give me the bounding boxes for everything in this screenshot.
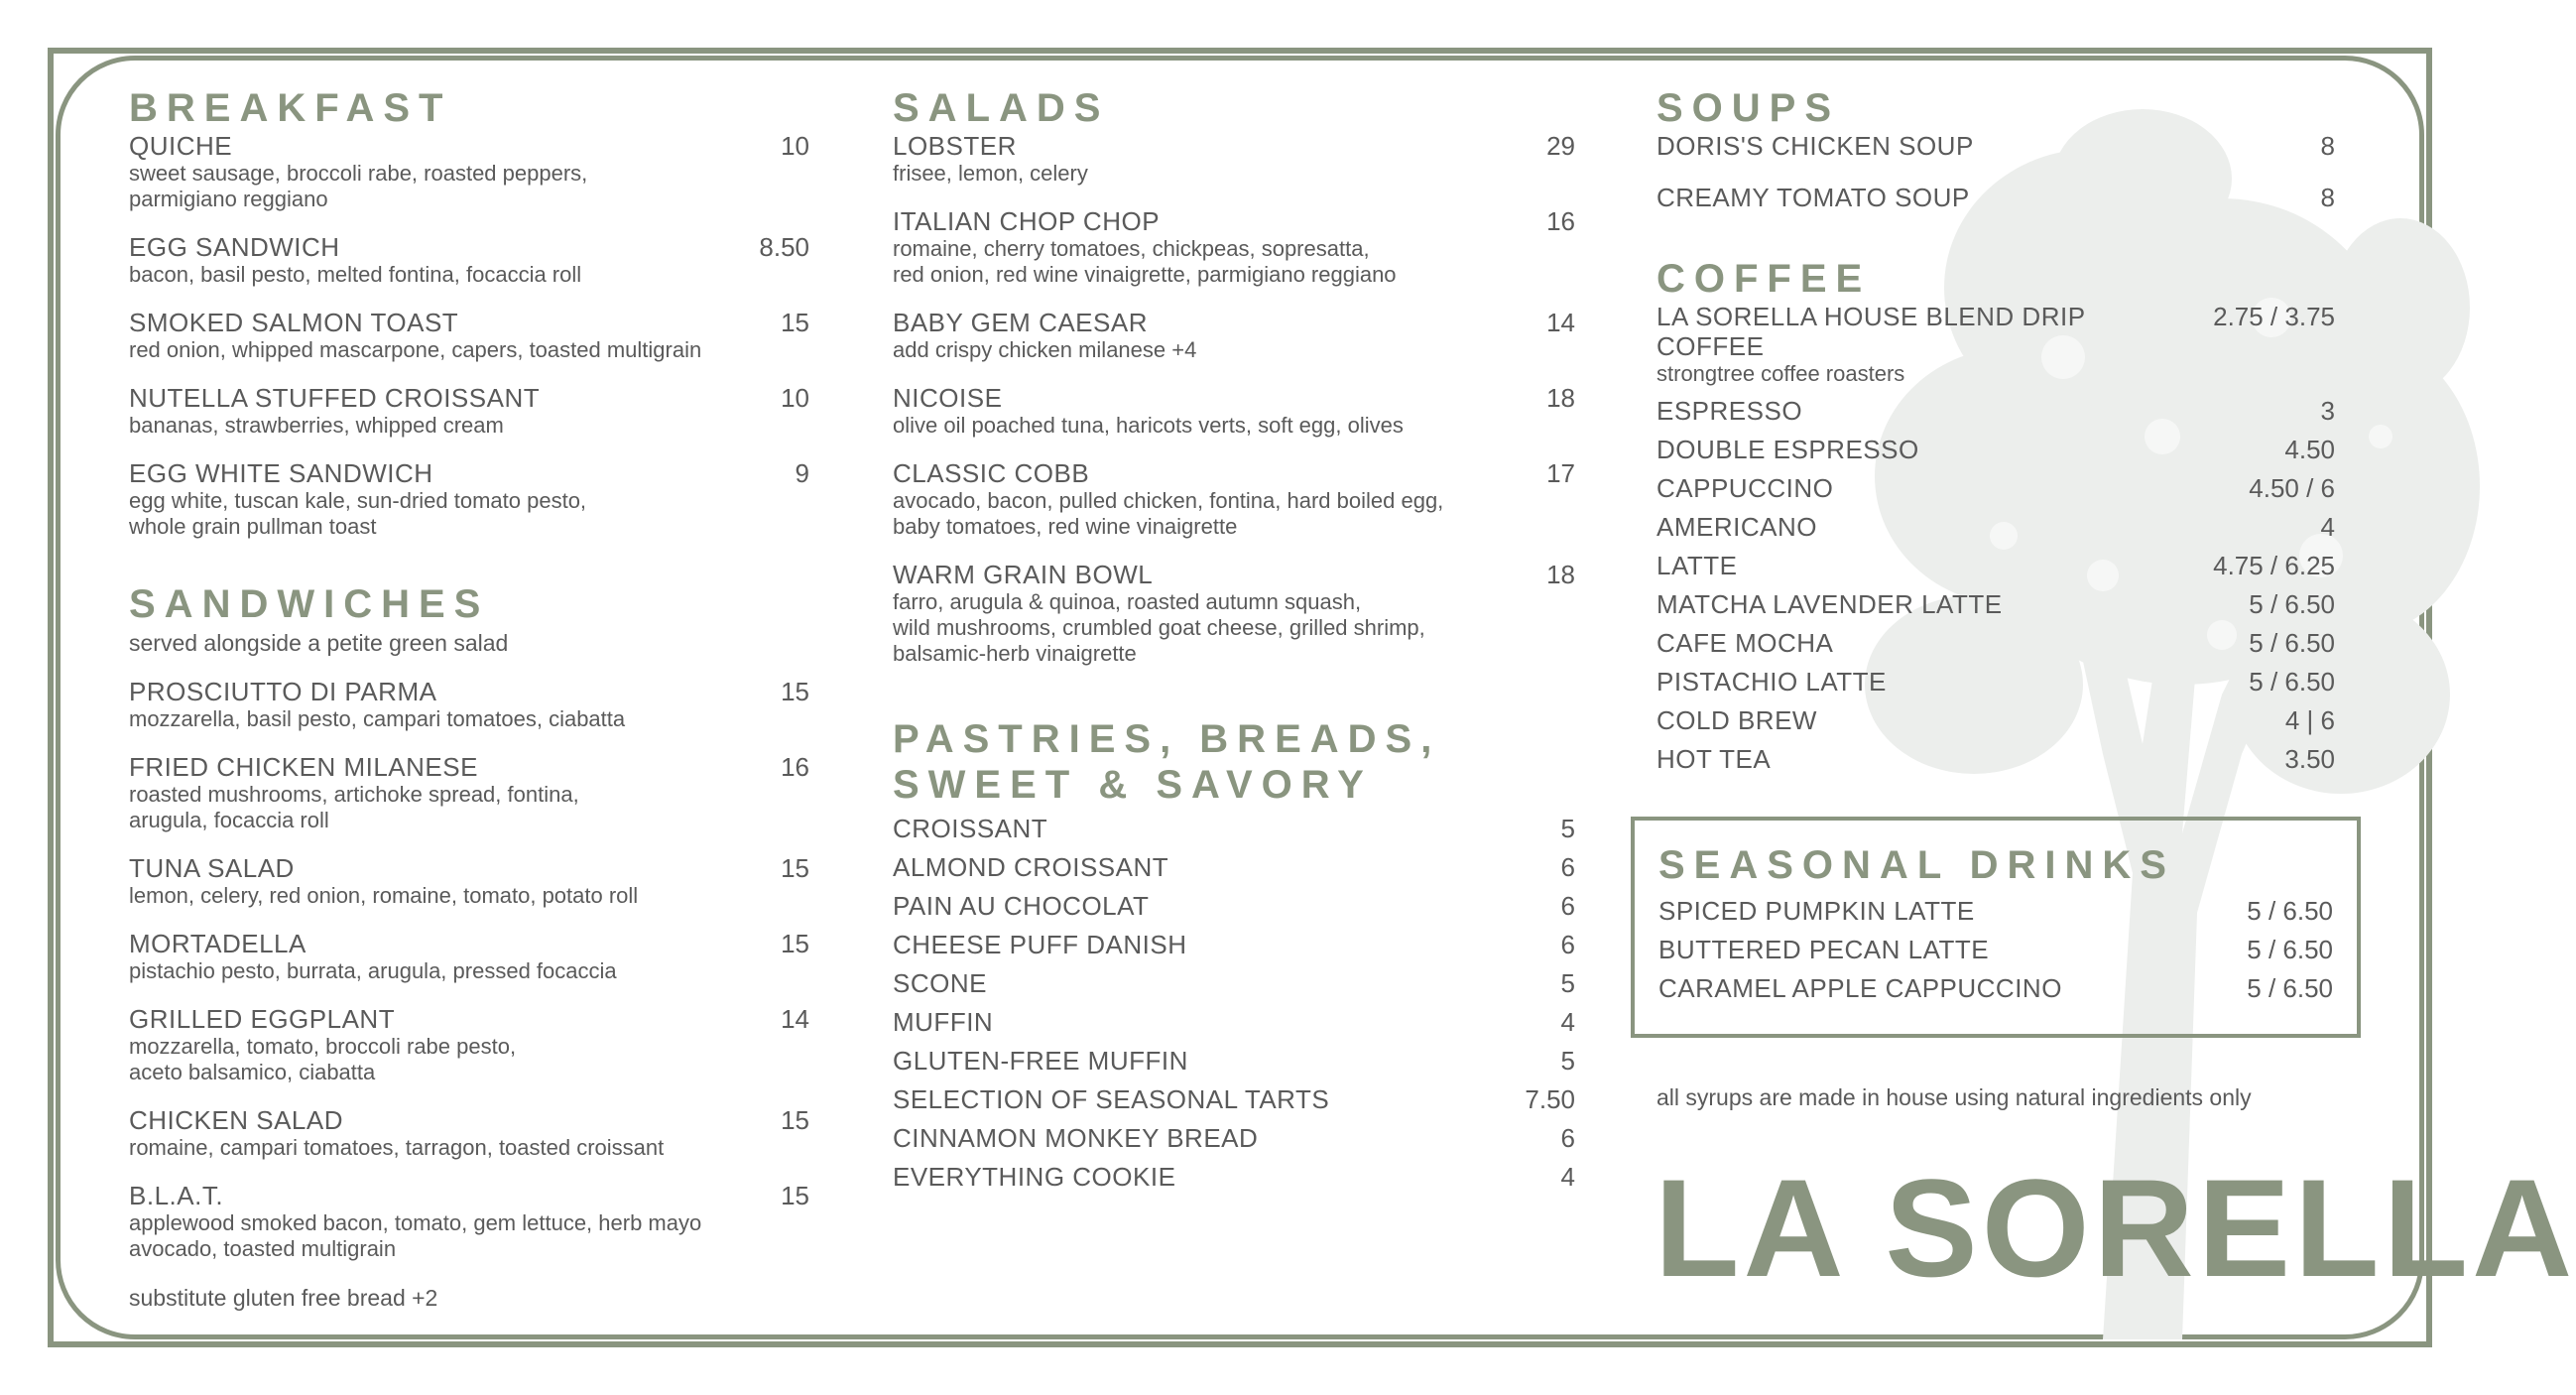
item-name: ESPRESSO [1656, 396, 1803, 426]
item-name: EGG WHITE SANDWICH [129, 458, 433, 488]
item-name: BUTTERED PECAN LATTE [1658, 935, 1990, 964]
item-price: 16 [781, 752, 809, 782]
item-price: 5 / 6.50 [2249, 628, 2335, 658]
item-name: QUICHE [129, 131, 233, 161]
item-name: SELECTION OF SEASONAL TARTS [893, 1084, 1330, 1114]
item-price: 14 [1546, 308, 1575, 337]
item-price: 6 [1560, 852, 1575, 882]
menu-item [893, 814, 1575, 843]
item-price: 17 [1546, 458, 1575, 488]
item-name: EVERYTHING COOKIE [893, 1162, 1176, 1192]
item-desc: romaine, campari tomatoes, tarragon, toasted croissant [129, 1135, 665, 1160]
menu-item [893, 1084, 1575, 1114]
item-name: NICOISE [893, 383, 1003, 413]
item-price: 18 [1546, 560, 1575, 589]
item-price: 5 / 6.50 [2247, 935, 2333, 964]
item-name: MUFFIN [893, 1007, 994, 1037]
item-name: MATCHA LAVENDER LATTE [1656, 589, 2003, 619]
column-left [129, 85, 809, 1312]
item-price: 4.50 [2284, 435, 2335, 464]
seasonal-heading: SEASONAL DRINKS [1658, 843, 2175, 887]
menu-item [129, 752, 809, 833]
item-name: TUNA SALAD [129, 853, 295, 883]
item-price: 5 [1560, 968, 1575, 998]
item-name: CROISSANT [893, 814, 1048, 843]
menu-item [129, 1105, 809, 1161]
item-desc: add crispy chicken milanese +4 [893, 337, 1197, 362]
item-price: 15 [781, 677, 809, 706]
item-desc: lemon, celery, red onion, romaine, tomato, potato roll [129, 883, 639, 908]
item-price: 3.50 [2284, 744, 2335, 774]
item-name: ALMOND CROISSANT [893, 852, 1169, 882]
item-price: 18 [1546, 383, 1575, 413]
menu-item [893, 308, 1575, 363]
menu-item [893, 891, 1575, 921]
item-desc: whole grain pullman toast [129, 514, 377, 539]
item-price: 15 [781, 929, 809, 958]
item-price: 4.75 / 6.25 [2213, 551, 2335, 580]
seasonal-drinks-box [1631, 817, 2361, 1038]
menu-item [893, 206, 1575, 288]
menu-item [893, 1007, 1575, 1037]
item-price: 5 [1560, 1046, 1575, 1076]
item-desc: wild mushrooms, crumbled goat cheese, grilled shrimp, [893, 615, 1425, 640]
menu-item [893, 852, 1575, 882]
item-name: WARM GRAIN BOWL [893, 560, 1154, 589]
item-price: 29 [1546, 131, 1575, 161]
item-name: LA SORELLA HOUSE BLEND DRIP COFFEE [1656, 302, 2086, 361]
pastries-heading-line1: PASTRIES, BREADS, [893, 717, 1441, 761]
menu-item [129, 232, 809, 288]
item-desc: roasted mushrooms, artichoke spread, fontina, [129, 782, 579, 807]
menu-item [1656, 705, 2335, 735]
breakfast-heading: BREAKFAST [129, 86, 452, 130]
item-name: CARAMEL APPLE CAPPUCCINO [1658, 973, 2062, 1003]
menu-item [893, 968, 1575, 998]
menu-item [1656, 512, 2335, 542]
item-name: SPICED PUMPKIN LATTE [1658, 896, 1975, 926]
sandwiches-heading: SANDWICHES [129, 582, 490, 626]
item-name: AMERICANO [1656, 512, 1817, 542]
item-price: 8.50 [759, 232, 809, 262]
item-desc: applewood smoked bacon, tomato, gem lettuce, herb mayo [129, 1210, 702, 1235]
item-price: 4 [1560, 1007, 1575, 1037]
item-price: 15 [781, 308, 809, 337]
menu-item [129, 929, 809, 984]
item-desc: mozzarella, basil pesto, campari tomatoes, ciabatta [129, 706, 626, 731]
item-name: LATTE [1656, 551, 1738, 580]
menu-item [893, 930, 1575, 959]
item-name: CHEESE PUFF DANISH [893, 930, 1187, 959]
item-name: B.L.A.T. [129, 1181, 224, 1210]
menu-item [893, 131, 1575, 187]
item-name: BABY GEM CAESAR [893, 308, 1148, 337]
item-name: SCONE [893, 968, 987, 998]
item-price: 2.75 / 3.75 [2213, 302, 2335, 331]
item-desc: aceto balsamico, ciabatta [129, 1060, 376, 1084]
item-price: 5 / 6.50 [2249, 667, 2335, 697]
column-right [1656, 85, 2335, 774]
item-desc: balsamic-herb vinaigrette [893, 641, 1137, 666]
menu-item [1656, 131, 2335, 161]
item-desc: bananas, strawberries, whipped cream [129, 413, 504, 438]
menu-item [1656, 473, 2335, 503]
item-price: 4 | 6 [2284, 705, 2335, 735]
item-name: PROSCIUTTO DI PARMA [129, 677, 437, 706]
menu-item [1656, 744, 2335, 774]
menu-item [1656, 183, 2335, 212]
menu-item [893, 1123, 1575, 1153]
item-name: FRIED CHICKEN MILANESE [129, 752, 478, 782]
item-name: DORIS'S CHICKEN SOUP [1656, 131, 1974, 161]
sandwiches-subtitle: served alongside a petite green salad [129, 630, 509, 656]
item-name: NUTELLA STUFFED CROISSANT [129, 383, 541, 413]
item-name: ITALIAN CHOP CHOP [893, 206, 1161, 236]
item-desc: mozzarella, tomato, broccoli rabe pesto, [129, 1034, 517, 1059]
item-name: SMOKED SALMON TOAST [129, 308, 459, 337]
item-price: 14 [781, 1004, 809, 1034]
item-name: EGG SANDWICH [129, 232, 340, 262]
item-name: PISTACHIO LATTE [1656, 667, 1887, 697]
item-desc: red onion, red wine vinaigrette, parmigiano reggiano [893, 262, 1397, 287]
item-desc: sweet sausage, broccoli rabe, roasted peppers, [129, 161, 588, 186]
item-name: CAPPUCCINO [1656, 473, 1834, 503]
menu-item [129, 1181, 809, 1262]
syrup-note: all syrups are made in house using natural ingredients only [1656, 1084, 2252, 1110]
item-price: 8 [2320, 183, 2335, 212]
menu-item [893, 1046, 1575, 1076]
item-price: 5 / 6.50 [2247, 973, 2333, 1003]
item-name: CINNAMON MONKEY BREAD [893, 1123, 1259, 1153]
item-name: GRILLED EGGPLANT [129, 1004, 396, 1034]
column-middle [893, 85, 1575, 1192]
item-desc: strongtree coffee roasters [1656, 361, 1905, 386]
menu-item [129, 677, 809, 732]
menu-item [129, 383, 809, 439]
menu-item [129, 308, 809, 363]
item-desc: avocado, bacon, pulled chicken, fontina, hard boiled egg, [893, 488, 1444, 513]
item-price: 4.50 / 6 [2249, 473, 2335, 503]
item-price: 15 [781, 1181, 809, 1210]
item-price: 8 [2320, 131, 2335, 161]
item-price: 9 [795, 458, 809, 488]
item-name: CAFE MOCHA [1656, 628, 1834, 658]
item-price: 15 [781, 853, 809, 883]
item-name: CREAMY TOMATO SOUP [1656, 183, 1970, 212]
item-desc: romaine, cherry tomatoes, chickpeas, sopresatta, [893, 236, 1370, 261]
item-price: 5 [1560, 814, 1575, 843]
menu-item [1656, 551, 2335, 580]
item-desc: parmigiano reggiano [129, 187, 328, 211]
item-desc: frisee, lemon, celery [893, 161, 1088, 186]
item-price: 3 [2320, 396, 2335, 426]
item-name: PAIN AU CHOCOLAT [893, 891, 1150, 921]
menu-item [893, 458, 1575, 540]
item-desc: avocado, toasted multigrain [129, 1236, 397, 1261]
item-desc: olive oil poached tuna, haricots verts, soft egg, olives [893, 413, 1404, 438]
item-price: 15 [781, 1105, 809, 1135]
menu-item [1656, 628, 2335, 658]
item-name: HOT TEA [1656, 744, 1772, 774]
menu-item [1658, 935, 2333, 964]
coffee-heading: COFFEE [1656, 257, 1872, 301]
menu-item [129, 1004, 809, 1085]
menu-item [1656, 302, 2335, 387]
item-desc: bacon, basil pesto, melted fontina, focaccia roll [129, 262, 582, 287]
item-name: DOUBLE ESPRESSO [1656, 435, 1919, 464]
menu-item [1656, 435, 2335, 464]
item-name: CHICKEN SALAD [129, 1105, 343, 1135]
item-price: 10 [781, 383, 809, 413]
item-desc: baby tomatoes, red wine vinaigrette [893, 514, 1238, 539]
gluten-free-note: substitute gluten free bread +2 [129, 1285, 438, 1311]
item-price: 6 [1560, 930, 1575, 959]
salads-heading: SALADS [893, 86, 1110, 130]
menu-item [1658, 973, 2333, 1003]
menu-item [893, 1162, 1575, 1192]
menu-item [1658, 896, 2333, 926]
item-name: LOBSTER [893, 131, 1017, 161]
soups-heading: SOUPS [1656, 86, 1841, 130]
item-desc: pistachio pesto, burrata, arugula, pressed focaccia [129, 958, 617, 983]
menu-item [893, 383, 1575, 439]
item-price: 5 / 6.50 [2249, 589, 2335, 619]
menu-item [129, 458, 809, 540]
menu-item [1656, 589, 2335, 619]
item-price: 10 [781, 131, 809, 161]
item-desc: farro, arugula & quinoa, roasted autumn squash, [893, 589, 1362, 614]
brand-logo-text: LA SORELLA [1655, 1150, 2576, 1306]
menu-item [129, 131, 809, 212]
item-price: 4 [1560, 1162, 1575, 1192]
item-desc: red onion, whipped mascarpone, capers, toasted multigrain [129, 337, 702, 362]
menu-item [129, 853, 809, 909]
item-price: 6 [1560, 1123, 1575, 1153]
item-desc: arugula, focaccia roll [129, 808, 329, 832]
pastries-heading-line2: SWEET & SAVORY [893, 763, 1373, 807]
item-price: 6 [1560, 891, 1575, 921]
item-name: MORTADELLA [129, 929, 307, 958]
item-price: 4 [2320, 512, 2335, 542]
item-name: CLASSIC COBB [893, 458, 1090, 488]
menu-item [1656, 396, 2335, 426]
item-price: 16 [1546, 206, 1575, 236]
item-name: COLD BREW [1656, 705, 1817, 735]
item-name: GLUTEN-FREE MUFFIN [893, 1046, 1188, 1076]
item-desc: egg white, tuscan kale, sun-dried tomato pesto, [129, 488, 587, 513]
menu-item [893, 560, 1575, 667]
item-price: 7.50 [1525, 1084, 1575, 1114]
menu-item [1656, 667, 2335, 697]
item-price: 5 / 6.50 [2247, 896, 2333, 926]
